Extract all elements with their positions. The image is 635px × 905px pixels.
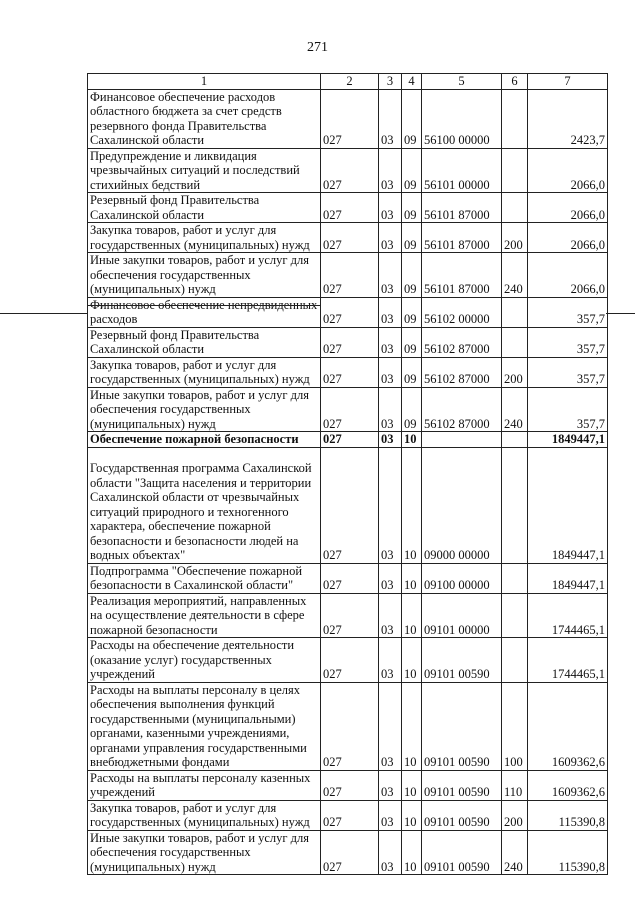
- row-cell-c2: 027: [321, 387, 379, 432]
- row-cell-c2: 027: [321, 682, 379, 770]
- row-cell-c2: 027: [321, 297, 379, 327]
- row-cell-c3: 03: [379, 593, 402, 638]
- row-name-cell: Расходы на выплаты персоналу в целях обеспечения выполнения функций государственными (муниципальными) органами, казенными учреждениями, органами управления государственными внебюджетными фондами: [88, 682, 321, 770]
- row-cell-c2: 027: [321, 223, 379, 253]
- row-cell-c7: 1849447,1: [528, 432, 608, 448]
- row-cell-c6: [502, 89, 528, 148]
- row-cell-c6: [502, 447, 528, 563]
- row-cell-c2: 027: [321, 357, 379, 387]
- row-cell-c4: 10: [402, 447, 422, 563]
- row-name-cell: Подпрограмма "Обеспечение пожарной безопасности в Сахалинской области": [88, 563, 321, 593]
- row-name-cell: Расходы на обеспечение деятельности (оказание услуг) государственных учреждений: [88, 638, 321, 683]
- row-cell-c4: 09: [402, 89, 422, 148]
- table-row: [88, 327, 608, 357]
- row-cell-c7: 1849447,1: [528, 447, 608, 563]
- row-cell-c5: 09101 00590: [422, 638, 502, 683]
- column-header: 7: [528, 74, 608, 90]
- row-cell-c3: 03: [379, 253, 402, 298]
- budget-table-body: [88, 74, 608, 875]
- row-cell-c5: 56101 87000: [422, 223, 502, 253]
- row-cell-c3: 03: [379, 327, 402, 357]
- row-name-cell: Резервный фонд Правительства Сахалинской области: [88, 327, 321, 357]
- row-name-cell: Реализация мероприятий, направленных на осуществление деятельности в сфере пожарной безопасности: [88, 593, 321, 638]
- row-cell-c7: 357,7: [528, 327, 608, 357]
- row-cell-c3: 03: [379, 193, 402, 223]
- strike-line-left: [0, 313, 88, 314]
- table-row: [88, 830, 608, 875]
- row-cell-c5: 56102 87000: [422, 357, 502, 387]
- row-cell-c6: [502, 148, 528, 193]
- row-cell-c4: 10: [402, 682, 422, 770]
- row-cell-c5: 56101 87000: [422, 253, 502, 298]
- table-row: [88, 432, 608, 448]
- table-row: [88, 800, 608, 830]
- row-cell-c5: 56101 87000: [422, 193, 502, 223]
- row-cell-c5: 56100 00000: [422, 89, 502, 148]
- row-cell-c7: 115390,8: [528, 830, 608, 875]
- row-cell-c5: [422, 432, 502, 448]
- row-cell-c2: 027: [321, 89, 379, 148]
- row-cell-c3: 03: [379, 830, 402, 875]
- row-cell-c2: 027: [321, 327, 379, 357]
- table-row: [88, 447, 608, 563]
- row-cell-c4: 09: [402, 148, 422, 193]
- row-name-cell: Расходы на выплаты персоналу казенных учреждений: [88, 770, 321, 800]
- header-row: [88, 74, 608, 90]
- row-cell-c7: 1744465,1: [528, 638, 608, 683]
- row-cell-c4: 09: [402, 357, 422, 387]
- table-row: [88, 223, 608, 253]
- row-cell-c4: 09: [402, 253, 422, 298]
- row-cell-c7: 2423,7: [528, 89, 608, 148]
- row-cell-c6: [502, 563, 528, 593]
- table-row: [88, 770, 608, 800]
- row-cell-c5: 09101 00590: [422, 682, 502, 770]
- row-cell-c2: 027: [321, 593, 379, 638]
- row-cell-c7: 115390,8: [528, 800, 608, 830]
- row-cell-c2: 027: [321, 770, 379, 800]
- row-cell-c7: 1609362,6: [528, 770, 608, 800]
- row-cell-c2: 027: [321, 447, 379, 563]
- row-cell-c7: 357,7: [528, 387, 608, 432]
- column-header: 3: [379, 74, 402, 90]
- row-cell-c5: 09101 00590: [422, 800, 502, 830]
- row-cell-c2: 027: [321, 563, 379, 593]
- row-cell-c5: 56102 87000: [422, 327, 502, 357]
- row-cell-c3: 03: [379, 297, 402, 327]
- row-cell-c4: 09: [402, 223, 422, 253]
- table-row: [88, 593, 608, 638]
- row-cell-c3: 03: [379, 800, 402, 830]
- row-name-cell: Обеспечение пожарной безопасности: [88, 432, 321, 448]
- row-cell-c3: 03: [379, 387, 402, 432]
- row-cell-c4: 09: [402, 193, 422, 223]
- row-cell-c3: 03: [379, 770, 402, 800]
- table-row: [88, 148, 608, 193]
- table-row: [88, 89, 608, 148]
- column-header: 4: [402, 74, 422, 90]
- row-cell-c5: 56102 00000: [422, 297, 502, 327]
- row-cell-c6: 240: [502, 387, 528, 432]
- row-cell-c4: 09: [402, 327, 422, 357]
- row-name-cell: Иные закупки товаров, работ и услуг для обеспечения государственных (муниципальных) нужд: [88, 253, 321, 298]
- row-name-cell: Иные закупки товаров, работ и услуг для обеспечения государственных (муниципальных) нужд: [88, 387, 321, 432]
- row-cell-c6: [502, 638, 528, 683]
- row-cell-c5: 09101 00590: [422, 770, 502, 800]
- row-cell-c5: 09000 00000: [422, 447, 502, 563]
- row-cell-c6: [502, 327, 528, 357]
- row-cell-c2: 027: [321, 432, 379, 448]
- row-cell-c4: 09: [402, 387, 422, 432]
- row-name-cell: Закупка товаров, работ и услуг для государственных (муниципальных) нужд: [88, 800, 321, 830]
- row-cell-c6: [502, 193, 528, 223]
- table-row: [88, 387, 608, 432]
- row-name-cell: Закупка товаров, работ и услуг для государственных (муниципальных) нужд: [88, 223, 321, 253]
- budget-table: [87, 73, 608, 875]
- row-cell-c6: 100: [502, 682, 528, 770]
- row-cell-c5: 09101 00000: [422, 593, 502, 638]
- column-header: 5: [422, 74, 502, 90]
- row-cell-c6: [502, 297, 528, 327]
- row-cell-c6: [502, 432, 528, 448]
- row-cell-c6: 110: [502, 770, 528, 800]
- row-cell-c7: 2066,0: [528, 148, 608, 193]
- row-cell-c6: 240: [502, 830, 528, 875]
- row-cell-c7: 357,7: [528, 357, 608, 387]
- row-cell-c4: 10: [402, 770, 422, 800]
- row-cell-c4: 10: [402, 593, 422, 638]
- row-cell-c3: 03: [379, 148, 402, 193]
- row-cell-c4: 09: [402, 297, 422, 327]
- table-row: [88, 563, 608, 593]
- row-cell-c6: 240: [502, 253, 528, 298]
- row-cell-c5: 56101 00000: [422, 148, 502, 193]
- row-cell-c3: 03: [379, 89, 402, 148]
- row-cell-c7: 2066,0: [528, 193, 608, 223]
- row-cell-c2: 027: [321, 800, 379, 830]
- row-cell-c3: 03: [379, 432, 402, 448]
- row-name-cell: Закупка товаров, работ и услуг для государственных (муниципальных) нужд: [88, 357, 321, 387]
- row-cell-c3: 03: [379, 563, 402, 593]
- row-cell-c7: 2066,0: [528, 223, 608, 253]
- row-cell-c4: 10: [402, 563, 422, 593]
- row-cell-c3: 03: [379, 223, 402, 253]
- row-cell-c4: 10: [402, 638, 422, 683]
- row-cell-c7: 1744465,1: [528, 593, 608, 638]
- row-cell-c3: 03: [379, 682, 402, 770]
- row-name-cell: Предупреждение и ликвидация чрезвычайных ситуаций и последствий стихийных бедствий: [88, 148, 321, 193]
- row-cell-c6: 200: [502, 223, 528, 253]
- row-cell-c7: 1609362,6: [528, 682, 608, 770]
- row-cell-c7: 2066,0: [528, 253, 608, 298]
- column-header: 1: [88, 74, 321, 90]
- row-name-cell: Финансовое обеспечение непредвиденных расходов: [88, 297, 321, 327]
- row-cell-c2: 027: [321, 253, 379, 298]
- row-cell-c4: 10: [402, 432, 422, 448]
- table-row: [88, 357, 608, 387]
- column-header: 6: [502, 74, 528, 90]
- table-row: [88, 253, 608, 298]
- row-name-cell: Финансовое обеспечение расходов областного бюджета за счет средств резервного фонда Правительства Сахалинской области: [88, 89, 321, 148]
- table-row: [88, 297, 608, 327]
- row-cell-c2: 027: [321, 148, 379, 193]
- row-cell-c5: 09101 00590: [422, 830, 502, 875]
- row-cell-c4: 10: [402, 830, 422, 875]
- row-cell-c3: 03: [379, 638, 402, 683]
- table-row: [88, 682, 608, 770]
- row-cell-c3: 03: [379, 357, 402, 387]
- row-cell-c5: 09100 00000: [422, 563, 502, 593]
- row-name-cell: Государственная программа Сахалинской области "Защита населения и территории Сахалинской области от чрезвычайных ситуаций природного и техногенного характера, обеспечение пожарной безопасности и безопасности людей на водных объектах": [88, 447, 321, 563]
- row-cell-c2: 027: [321, 830, 379, 875]
- column-header: 2: [321, 74, 379, 90]
- row-cell-c5: 56102 87000: [422, 387, 502, 432]
- row-cell-c7: 1849447,1: [528, 563, 608, 593]
- table-row: [88, 193, 608, 223]
- row-cell-c6: 200: [502, 357, 528, 387]
- row-name-cell: Иные закупки товаров, работ и услуг для обеспечения государственных (муниципальных) нужд: [88, 830, 321, 875]
- row-name-cell: Резервный фонд Правительства Сахалинской области: [88, 193, 321, 223]
- row-cell-c2: 027: [321, 193, 379, 223]
- table-row: [88, 638, 608, 683]
- row-cell-c6: [502, 593, 528, 638]
- row-cell-c6: 200: [502, 800, 528, 830]
- row-cell-c2: 027: [321, 638, 379, 683]
- page-number: 271: [307, 40, 328, 55]
- row-cell-c7: 357,7: [528, 297, 608, 327]
- strike-line-right: [606, 313, 635, 314]
- row-cell-c3: 03: [379, 447, 402, 563]
- row-cell-c4: 10: [402, 800, 422, 830]
